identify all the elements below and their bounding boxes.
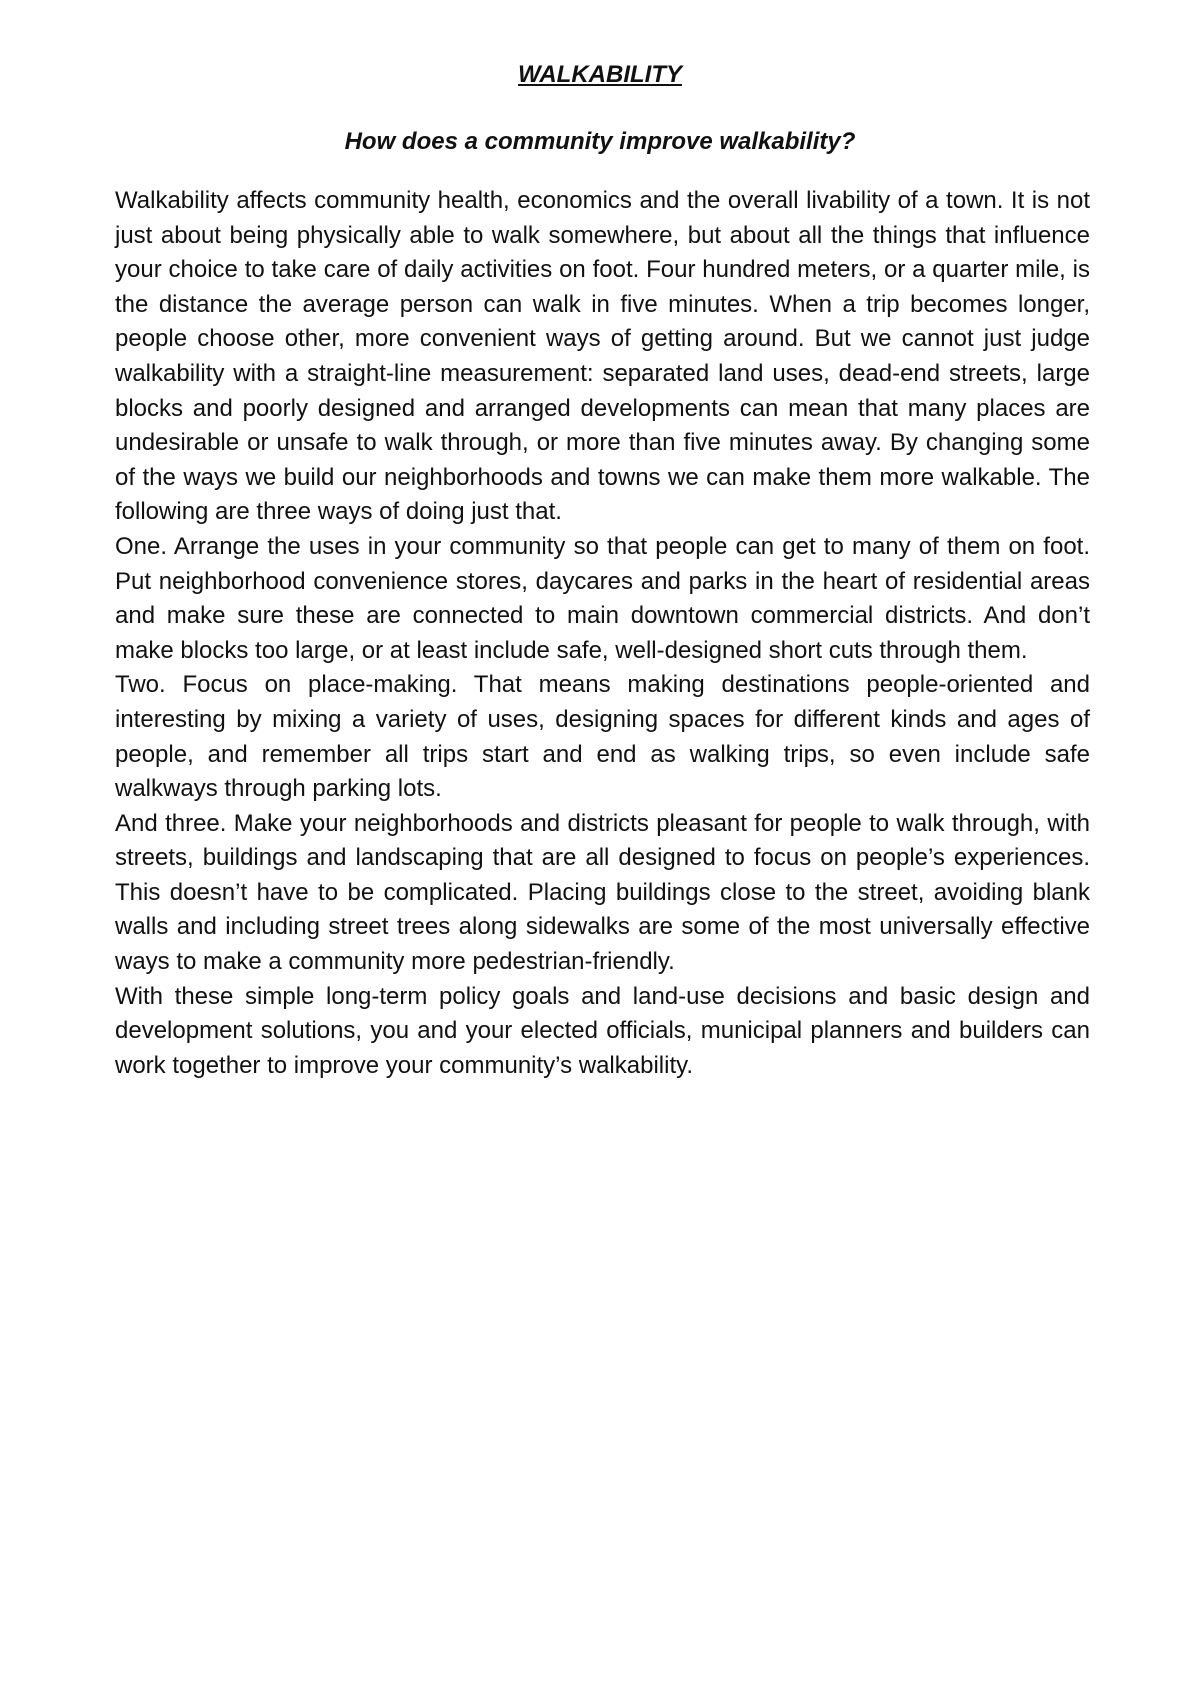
paragraph-intro: Walkability affects community health, economics and the overall livability of a town. It is not just about being physically able to walk somewhere, but about all the things that influence your choice to take care of daily activities on foot. Four hundred meters, or a quarter mile, is the distance the average person can walk in five minutes. When a trip becomes longer, people choose other, more convenient ways of getting around. But we cannot just judge walkability with a straight-line measurement: separated land uses, dead-end streets, large blocks and poorly designed and arranged developments can mean that many places are undesirable or unsafe to walk through, or more than five minutes away. By changing some of the ways we build our neighborhoods and towns we can make them more walkable. The following are three ways of doing just that. [115, 187, 1090, 526]
paragraph-three: And three. Make your neighborhoods and districts pleasant for people to walk through, with streets, buildings and landscaping that are all designed to focus on people’s experiences. This doesn’t have to be complicated. Placing buildings close to the street, avoiding blank walls and including street trees along sidewalks are some of the most universally effective ways to make a community more pedestrian-friendly. [115, 809, 1090, 976]
document-title: WALKABILITY [518, 61, 682, 88]
paragraph-one: One. Arrange the uses in your community so that people can get to many of them on foot. Put neighborhood convenience stores, daycares and parks in the heart of residential areas and make sure these are connected to main downtown commercial districts. And don’t make blocks too large, or at least include safe, well-designed short cuts through them. [115, 532, 1090, 664]
document-body [115, 184, 1090, 1083]
paragraph-two: Two. Focus on place-making. That means making destinations people-oriented and interesting by mixing a variety of uses, designing spaces for different kinds and ages of people, and remember all trips start and end as walking trips, so even include safe walkways through parking lots. [115, 671, 1090, 803]
paragraph-conclusion: With these simple long-term policy goals and land-use decisions and basic design and development solutions, you and your elected officials, municipal planners and builders can work together to improve your community’s walkability. [115, 982, 1090, 1079]
document-subtitle: How does a community improve walkability? [344, 128, 856, 155]
